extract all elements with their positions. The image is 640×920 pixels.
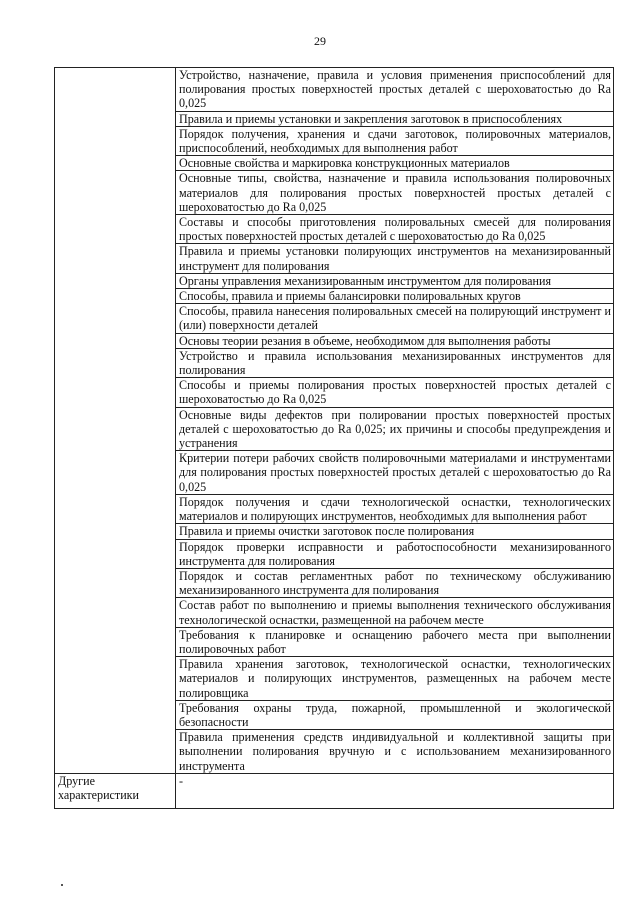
other-characteristics-label: Другие характеристики xyxy=(55,773,176,808)
knowledge-item: Требования к планировке и оснащению рабочего места при выполнении полировочных работ xyxy=(176,627,614,656)
knowledge-item: Порядок проверки исправности и работоспособности механизированного инструмента для полирования xyxy=(176,539,614,568)
knowledge-item: Способы, правила нанесения полировальных смесей на полирующий инструмент и (или) поверхности деталей xyxy=(176,304,614,333)
knowledge-item: Правила и приемы установки и закрепления заготовок в приспособлениях xyxy=(176,111,614,126)
knowledge-item: Состав работ по выполнению и приемы выполнения технического обслуживания технологической оснастки, размещенной на рабочем месте xyxy=(176,598,614,627)
knowledge-item: Составы и способы приготовления полировальных смесей для полирования простых поверхностей простых деталей с шероховатостью до Ra 0,025 xyxy=(176,215,614,244)
knowledge-item: Способы и приемы полирования простых поверхностей простых деталей с шероховатостью до Ra 0,025 xyxy=(176,378,614,407)
knowledge-item: Правила и приемы установки полирующих инструментов на механизированный инструмент для полирования xyxy=(176,244,614,273)
knowledge-item: Основные свойства и маркировка конструкционных материалов xyxy=(176,156,614,171)
knowledge-item: Требования охраны труда, пожарной, промышленной и экологической безопасности xyxy=(176,700,614,729)
knowledge-item: Основные типы, свойства, назначение и правила использования полировочных материалов для полирования простых поверхностей простых деталей с шероховатостью до Ra 0,025 xyxy=(176,171,614,215)
knowledge-item: Порядок и состав регламентных работ по техническому обслуживанию механизированного инструмента для полирования xyxy=(176,568,614,597)
knowledge-item: Правила хранения заготовок, технологической оснастки, технологических материалов и полирующих инструментов, размещенных на рабочем месте полировщика xyxy=(176,657,614,701)
knowledge-item: Порядок получения и сдачи технологической оснастки, технологических материалов и полирующих инструментов, необходимых для выполнения работ xyxy=(176,494,614,523)
knowledge-item: Порядок получения, хранения и сдачи заготовок, полировочных материалов, приспособлений, необходимых для выполнения работ xyxy=(176,126,614,155)
knowledge-item: Правила применения средств индивидуальной и коллективной защиты при выполнении полирования вручную и с использованием механизированного инструмента xyxy=(176,730,614,774)
requirements-table-body xyxy=(55,68,614,809)
knowledge-item: Устройство и правила использования механизированных инструментов для полирования xyxy=(176,348,614,377)
knowledge-item: Правила и приемы очистки заготовок после полирования xyxy=(176,524,614,539)
knowledge-row xyxy=(55,68,614,112)
scan-speck xyxy=(61,884,63,886)
knowledge-label-cell xyxy=(55,68,176,774)
knowledge-item: Критерии потери рабочих свойств полировочными материалами и инструментами для полирования простых поверхностей простых деталей с шероховатостью до Ra 0,025 xyxy=(176,451,614,495)
knowledge-item: Основы теории резания в объеме, необходимом для выполнения работы xyxy=(176,333,614,348)
knowledge-item: Органы управления механизированным инструментом для полирования xyxy=(176,273,614,288)
requirements-table xyxy=(54,67,614,809)
knowledge-item: Способы, правила и приемы балансировки полировальных кругов xyxy=(176,289,614,304)
knowledge-item: Основные виды дефектов при полировании простых поверхностей простых деталей с шероховатостью до Ra 0,025; их причины и способы предупреждения и устранения xyxy=(176,407,614,451)
other-characteristics-row xyxy=(55,773,614,808)
page-number: 29 xyxy=(314,34,326,48)
knowledge-item: Устройство, назначение, правила и условия применения приспособлений для полирования простых поверхностей простых деталей с шероховатостью до Ra 0,025 xyxy=(176,68,614,112)
other-characteristics-value: - xyxy=(176,773,614,808)
